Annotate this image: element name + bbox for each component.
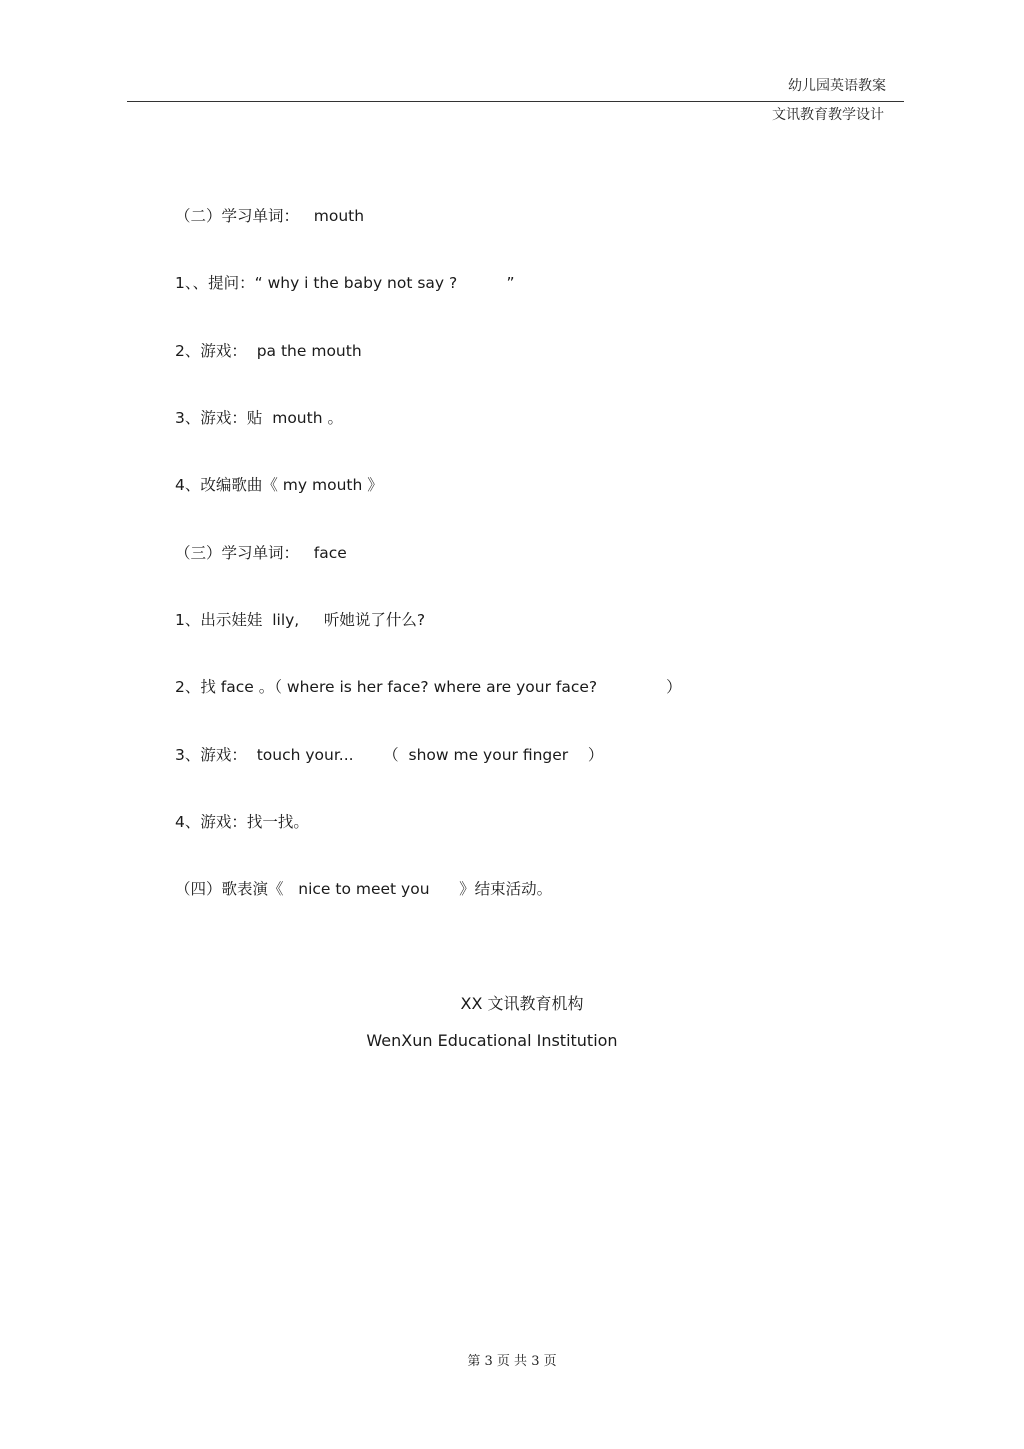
list-item: 4、改编歌曲《 my mouth 》 <box>175 476 383 494</box>
header-subtitle: 文讯教育教学设计 <box>772 107 884 123</box>
header-title: 幼儿园英语教案 <box>788 78 886 94</box>
section-heading-mouth: （二）学习单词： mouth <box>175 207 365 225</box>
list-item: 1、出示娃娃 lily, 听她说了什么? <box>175 611 426 629</box>
footer-org-chinese-text: XX 文讯教育机构 <box>460 994 584 1013</box>
footer-org-english <box>0 1031 1024 1050</box>
section-heading-song: （四）歌表演《 nice to meet you 》结束活动。 <box>175 880 553 898</box>
footer-org-english-text: WenXun Educational Institution <box>366 1031 618 1050</box>
list-item: 4、游戏：找一找。 <box>175 813 309 831</box>
section-heading-face: （三）学习单词： face <box>175 544 347 562</box>
page-number: 第 3 页 共 3 页 <box>467 1354 557 1369</box>
footer-org-chinese <box>0 991 1024 1014</box>
list-item: 3、游戏：贴 mouth 。 <box>175 409 343 427</box>
list-item: 2、游戏： pa the mouth <box>175 342 362 360</box>
list-item: 2、找 face 。（ where is her face? where are your face? ） <box>175 678 682 696</box>
header-divider <box>127 101 904 102</box>
list-item: 1、、提问：“ why i the baby not say ? ” <box>175 274 515 292</box>
list-item: 3、游戏： touch your... （ show me your finger ） <box>175 746 604 764</box>
